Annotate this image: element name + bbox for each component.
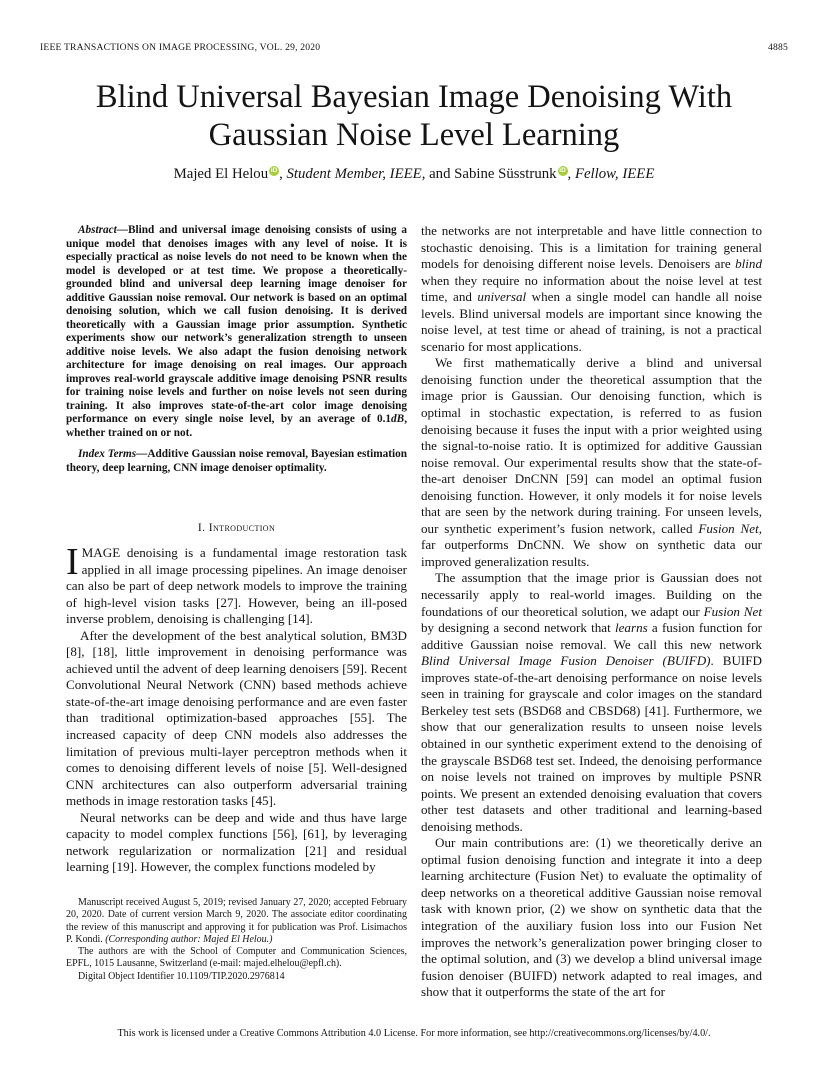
author-line: Majed El Helou iD , Student Member, IEEE, and Sabine Süsstrunk iD , Fellow, IEEE (173, 166, 655, 182)
author-conjunction: , and (421, 166, 455, 182)
emphasis-fusion-net: Fusion Net (703, 603, 762, 619)
footnote-received-text: Manuscript received August 5, 2019; revised January 27, 2020; accepted February 20, 2020. Date of current version March 9, 2020. The associate editor coordinating the review of this manuscript and approving it for publication was Prof. Lisimachos P. Kondi. (66, 897, 407, 945)
author-1-name: Majed El Helou (173, 166, 269, 182)
text-run: when a single model can handle all noise levels. Blind universal models are important since knowing the noise level, at test time or ahead of training, is not a practical scenario for most applications. (421, 289, 762, 354)
left-column (66, 224, 407, 876)
abstract (66, 224, 407, 440)
emphasis-learns: learns (614, 620, 648, 636)
right-paragraph-1 (421, 223, 762, 355)
abstract-end: , whether trained on or not. (66, 413, 407, 439)
running-header-journal: IEEE TRANSACTIONS ON IMAGE PROCESSING, VOL. 29, 2020 (40, 42, 321, 53)
intro-paragraph-2: After the development of the best analytical solution, BM3D [8], [18], little improvement in denoising performance was achieved until the advent of deep learning denoisers [59]. Recent Convolutional Neural Network (CNN) based methods achieve state-of-the-art image denoising performance and are even faster than traditional optimization-based approaches [55]. The increased capacity of deep CNN models also addresses the limitation of previous multi-layer perceptron methods when it comes to denoising different levels of noise [5]. Well-designed CNN architectures can also outperform adversarial training methods in image restoration tasks [45]. (66, 627, 407, 809)
emphasis-blind: blind (735, 256, 762, 272)
footnote-corresponding: (Corresponding author: Majed El Helou.) (105, 933, 273, 945)
text-run: . BUIFD improves state-of-the-art denoising performance on noise levels seen in training for grayscale and color images on the standard Berkeley test sets (BSD68 and CBSD68) [41]. Furthermore, we show that our generalization results to unseen noise levels obtained in our synthetic experiment extend to the denoising of the grayscale BSD68 test set. Indeed, the denoising performance on noise levels not trained on improves by multiple PSNR points. We present an extended denoising evaluation that covers other test datasets and other traditional and learning-based denoising methods. (421, 653, 762, 834)
intro-paragraph-1-text: MAGE denoising is a fundamental image restoration task applied in all image processing pipelines. An image denoiser can also be part of deep network models to improve the training of high-level vision tasks [27]. However, being an ill-posed inverse problem, denoising is challenging [14]. (66, 545, 407, 627)
drop-cap: I (66, 541, 79, 583)
index-terms-label: Index Terms— (78, 448, 148, 460)
abstract-text: Blind and universal image denoising consists of using a unique model that denoises images with any level of noise. It is especially practical as noise levels do not need to be known when the model is developed or at test time. We propose a theoretically-grounded blind and universal deep learning image denoiser for additive Gaussian noise removal. Our network is based on an optimal denoising solution, which we call fusion denoising. It is derived theoretically with a Gaussian image prior assumption. Synthetic experiments show our network’s generalization strength to unseen additive noise levels. We also adapt the fusion denoising network architecture for image denoising on real images. Our approach improves real-world grayscale additive image denoising PSNR results for training noise levels and further on noise levels not seen during training. It also improves state-of-the-art color image denoising performance on every single noise level, by an average of 0.1 (66, 224, 407, 425)
abstract-unit: dB (391, 413, 405, 425)
footnote-doi: Digital Object Identifier 10.1109/TIP.2020.2976814 (78, 970, 285, 982)
title-line-1: Blind Universal Bayesian Image Denoising With (95, 79, 733, 115)
section-heading (66, 521, 407, 534)
footnote-received (66, 897, 407, 946)
intro-paragraph-3: Neural networks can be deep and wide and thus have large capacity to model complex functions [56], [61], by leveraging network regularization or normalization [21] and residual learning [19]. However, the complex functions modeled by (66, 809, 407, 875)
emphasis-fusion-net: Fusion Net (698, 520, 759, 536)
text-run: , far outperforms DnCNN. We show on synthetic data our improved generalization results. (421, 520, 762, 569)
paper-title (40, 78, 788, 154)
index-terms (66, 448, 407, 475)
author-2-name: Sabine Süsstrunk (454, 166, 557, 182)
section-title: Introduction (208, 521, 276, 534)
text-run: The assumption that the image prior is Gaussian does not necessarily apply to real-world images. Building on the foundations of our theoretical solution, we adapt our (421, 570, 762, 619)
introduction-body (66, 541, 407, 876)
title-line-2: Gaussian Noise Level Learning (208, 117, 620, 153)
intro-paragraph-1 (66, 541, 407, 628)
first-page-footnote (66, 897, 407, 983)
text-run: We first mathematically derive a blind and universal denoising function under the theoretical assumption that the image prior is Gaussian. Our denoising function, which is optimal in stochastic expectation, is referred to as fusion denoising because it fuses the input with a prior weighted using the signal-to-noise ratio. It is optimized for additive Gaussian noise removal. Our experimental results show that the state-of-the-art denoiser DnCNN [59] can model an optimal fusion denoising function. However, it only models it for noise levels that are seen by the network during training. For unseen levels, our synthetic experiment’s fusion network, called (421, 355, 762, 536)
emphasis-buifd: Blind Universal Image Fusion Denoiser (BUIFD) (421, 653, 711, 669)
abstract-label: Abstract— (78, 224, 129, 236)
right-paragraph-2 (421, 355, 762, 570)
text-run: the networks are not interpretable and have little connection to stochastic denoising. This is a limitation for training general models for denoising different noise levels. Denoisers are (421, 223, 762, 272)
license-notice: This work is licensed under a Creative Commons Attribution 4.0 License. For more information, see http://creativecommons.org/licenses/by/4.0/. (117, 1028, 711, 1039)
abstract-block (66, 224, 407, 475)
orcid-icon[interactable]: iD (559, 167, 566, 175)
index-terms-text: Additive Gaussian noise removal, Bayesian estimation theory, deep learning, CNN image denoiser optimality. (66, 448, 408, 474)
right-paragraph-3 (421, 570, 762, 835)
emphasis-universal: universal (477, 289, 527, 305)
orcid-icon[interactable]: iD (270, 167, 278, 175)
text-run: when they require no information about the noise level at test time, and (421, 272, 762, 305)
footnote-affiliation: The authors are with the School of Computer and Communication Sciences, EPFL, 1015 Lausanne, Switzerland (e-mail: majed.elhelou@epfl.ch). (66, 946, 407, 970)
author-2-membership: Fellow, IEEE (574, 166, 655, 182)
author-1-membership: Student Member, IEEE (286, 166, 422, 182)
text-run: a fusion function for additive Gaussian noise removal. We call this new network (421, 620, 762, 652)
right-paragraph-4: Our main contributions are: (1) we theoretically derive an optimal fusion denoising function and integrate it into a deep learning architecture (Fusion Net) to evaluate the optimality of deep networks on a theoretical additive Gaussian noise removal task with known prior, (2) we show on synthetic data that the integration of the auxiliary fusion loss into our Fusion Net improves the network’s generalization power bringing closer to the optimal solution, and (3) we develop a blind universal image fusion denoiser (BUIFD) network adapted to real images, and show that it outperforms the state of the art for (421, 835, 762, 1000)
text-run: by designing a second network that (421, 620, 615, 636)
right-column (421, 223, 762, 1001)
page-number: 4885 (768, 42, 788, 53)
section-number: I. (197, 521, 206, 534)
